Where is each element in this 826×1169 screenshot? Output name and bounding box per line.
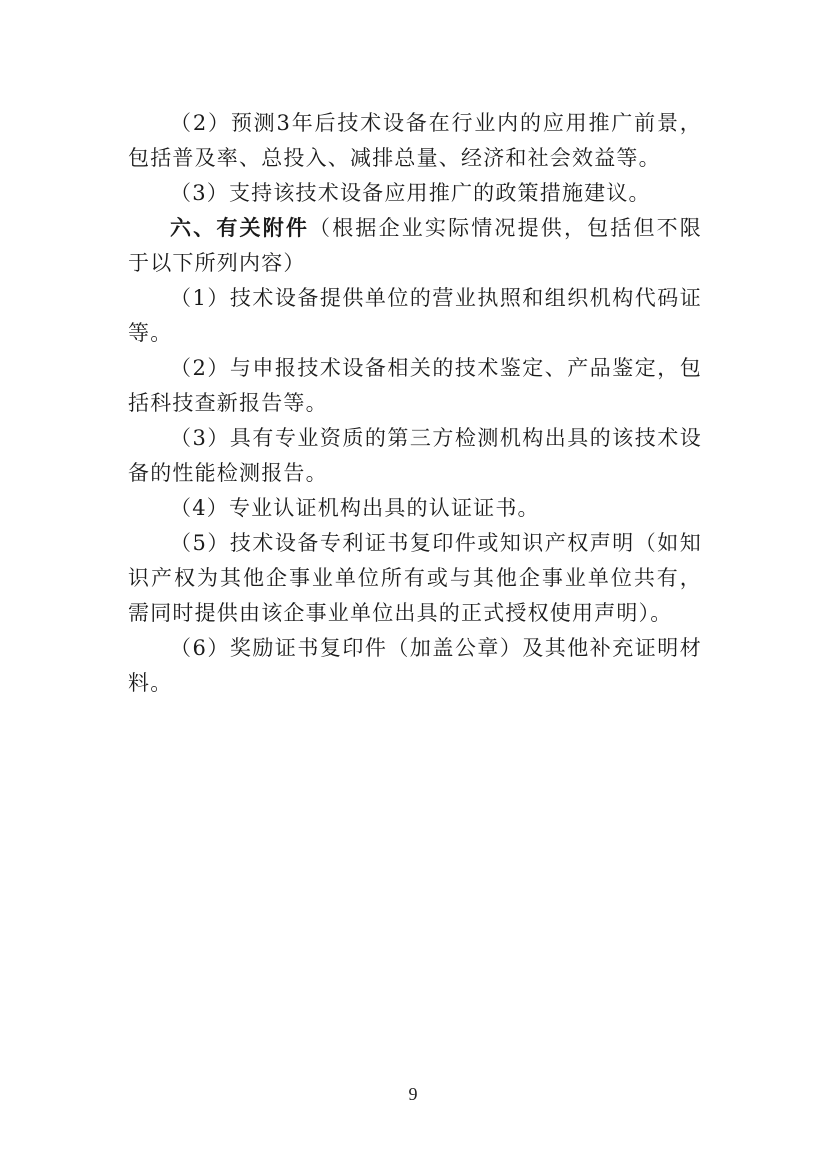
document-body bbox=[128, 106, 702, 701]
page-number: 9 bbox=[408, 1084, 418, 1104]
section-six bbox=[128, 211, 702, 281]
section-six-heading: 六、有关附件 bbox=[170, 216, 310, 240]
attachment-item: （3）具有专业资质的第三方检测机构出具的该技术设备的性能检测报告。 bbox=[128, 426, 702, 485]
paragraph-policy: （3）支持该技术设备应用推广的政策措施建议。 bbox=[170, 181, 651, 205]
attachment-item: （1）技术设备提供单位的营业执照和组织机构代码证等。 bbox=[128, 286, 702, 345]
section-six-note: （根据企业实际情况提供，包括但不限于以下所列内容） bbox=[128, 216, 703, 275]
attachment-item: （5）技术设备专利证书复印件或知识产权声明（如知识产权为其他企事业单位所有或与其他企事业单位共有，需同时提供由该企事业单位出具的正式授权使用声明）。 bbox=[128, 531, 702, 625]
attachment-item: （2）与申报技术设备相关的技术鉴定、产品鉴定，包括科技查新报告等。 bbox=[128, 356, 702, 415]
paragraph-forecast: （2）预测3年后技术设备在行业内的应用推广前景，包括普及率、总投入、减排总量、经济和社会效益等。 bbox=[128, 111, 702, 170]
attachment-item: （4）专业认证机构出具的认证证书。 bbox=[170, 496, 540, 520]
attachment-item: （6）奖励证书复印件（加盖公章）及其他补充证明材料。 bbox=[128, 636, 702, 695]
